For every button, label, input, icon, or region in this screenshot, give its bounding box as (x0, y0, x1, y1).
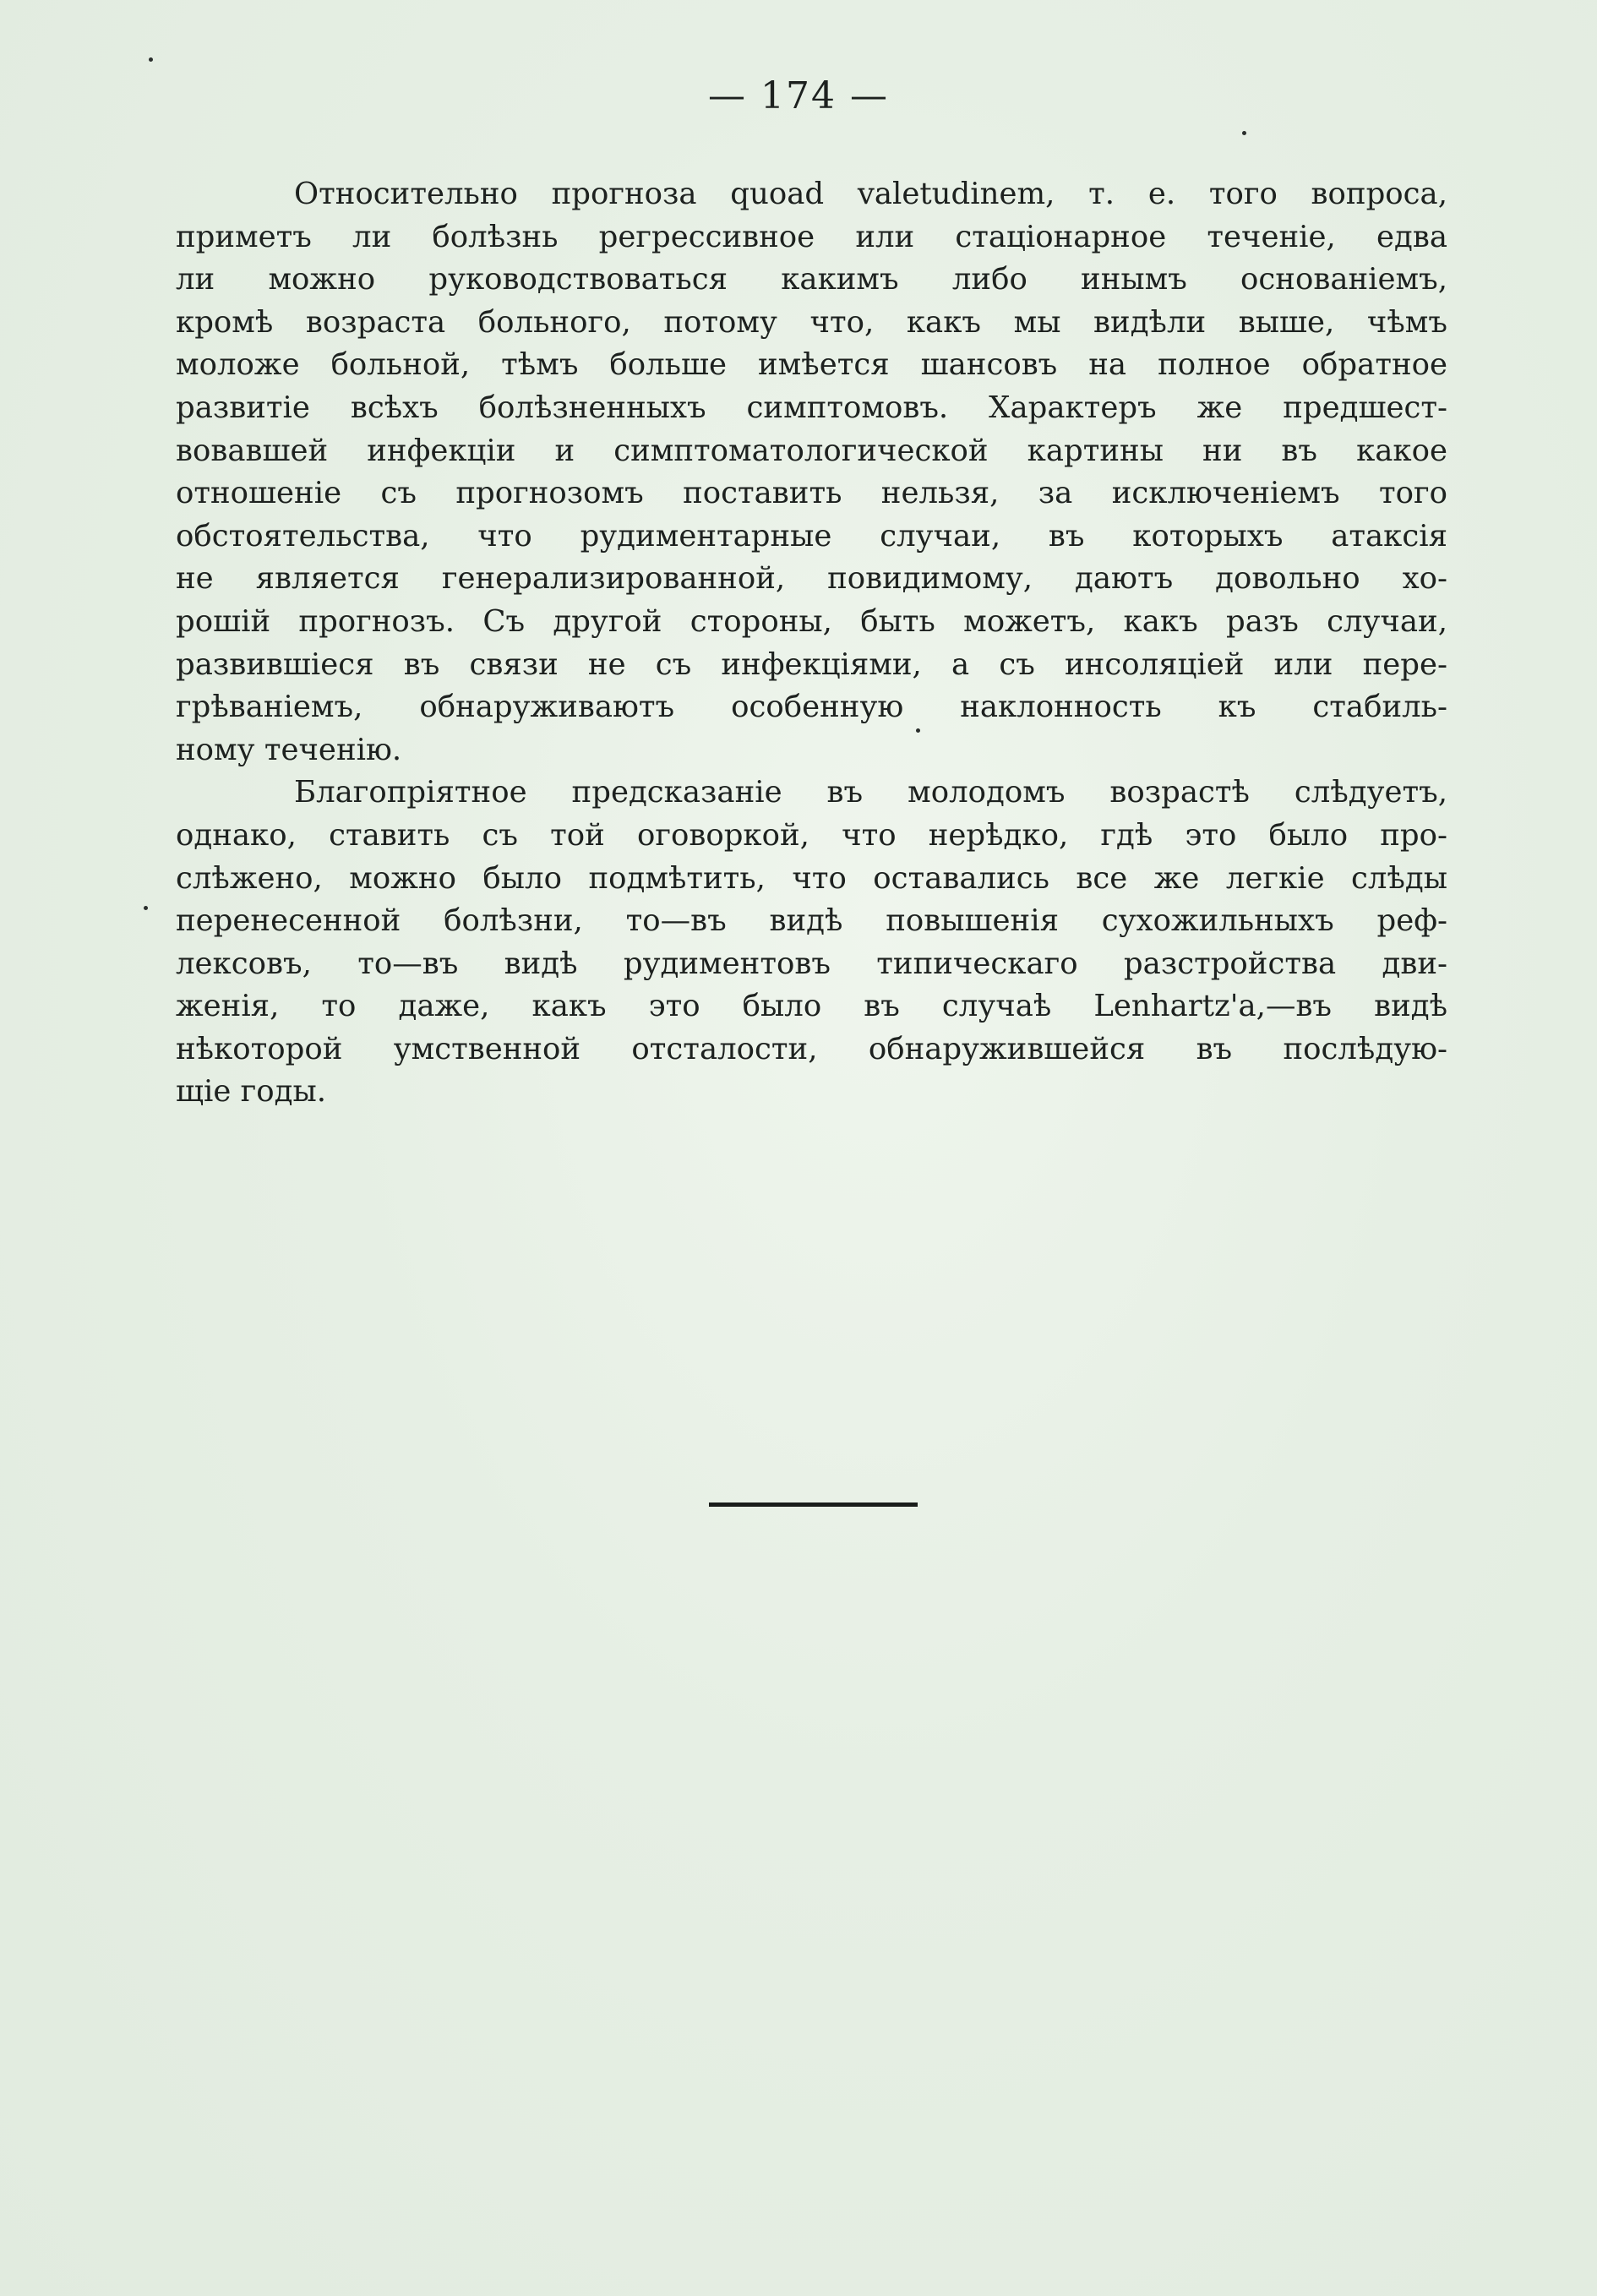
body-text (176, 173, 1447, 1114)
text-line: слѣжено, можно было подмѣтить, что оставались все же легкіе слѣды (176, 860, 1447, 896)
text-line: развитіе всѣхъ болѣзненныхъ симптомовъ. Характеръ же предшест- (176, 390, 1447, 425)
text-line: развившіеся въ связи не съ инфекціями, а съ инсоляціей или пере- (176, 646, 1447, 682)
text-line: обстоятельства, что рудиментарные случаи, въ которыхъ атаксія (176, 518, 1447, 554)
paper-speck (149, 57, 153, 62)
text-line: Благопріятное предсказаніе въ молодомъ возрастѣ слѣдуетъ, (294, 775, 1447, 810)
text-line: не является генерализированной, повидимому, даютъ довольно хо- (176, 561, 1447, 597)
text-line: кромѣ возраста больного, потому что, какъ мы видѣли выше, чѣмъ (176, 304, 1447, 340)
text-line: моложе больной, тѣмъ больше имѣется шансовъ на полное обратное (176, 347, 1447, 383)
text-line: нѣкоторой умственной отсталости, обнаружившейся въ послѣдую- (176, 1031, 1447, 1066)
text-line: Относительно прогноза quoad valetudinem, т. е. того вопроса, (294, 177, 1447, 211)
text-line: ному теченію. (176, 732, 402, 767)
text-line: женія, то даже, какъ это было въ случаѣ Lenhartz'a,—въ видѣ (176, 989, 1447, 1024)
paper-speck (1242, 131, 1246, 135)
text-line: лексовъ, то—въ видѣ рудиментовъ типическаго разстройства дви- (176, 946, 1447, 981)
text-line: грѣваніемъ, обнаруживаютъ особенную наклонность къ стабиль- (176, 690, 1447, 725)
text-line: перенесенной болѣзни, то—въ видѣ повышенія сухожильныхъ реф- (176, 903, 1447, 939)
text-line: отношеніе съ прогнозомъ поставить нельзя, за исключеніемъ того (176, 476, 1447, 511)
paper-speck (144, 906, 148, 910)
section-end-rule (709, 1502, 918, 1507)
text-line: однако, ставить съ той оговоркой, что нерѣдко, гдѣ это было про- (176, 817, 1447, 853)
paper-speck (916, 728, 920, 733)
text-line: щіе годы. (176, 1074, 327, 1110)
text-line: приметъ ли болѣзнь регрессивное или стаціонарное теченіе, едва (176, 219, 1447, 254)
text-line: рошій прогнозъ. Съ другой стороны, быть можетъ, какъ разъ случаи, (176, 603, 1447, 639)
paragraph-favorable-prediction (176, 772, 1447, 1114)
page-number: — 174 — (708, 74, 889, 117)
text-line: вовавшей инфекціи и симптоматологической картины ни въ какое (176, 433, 1447, 468)
paragraph-prognosis (176, 173, 1447, 772)
text-line: ли можно руководствоваться какимъ либо инымъ основаніемъ, (176, 262, 1447, 297)
